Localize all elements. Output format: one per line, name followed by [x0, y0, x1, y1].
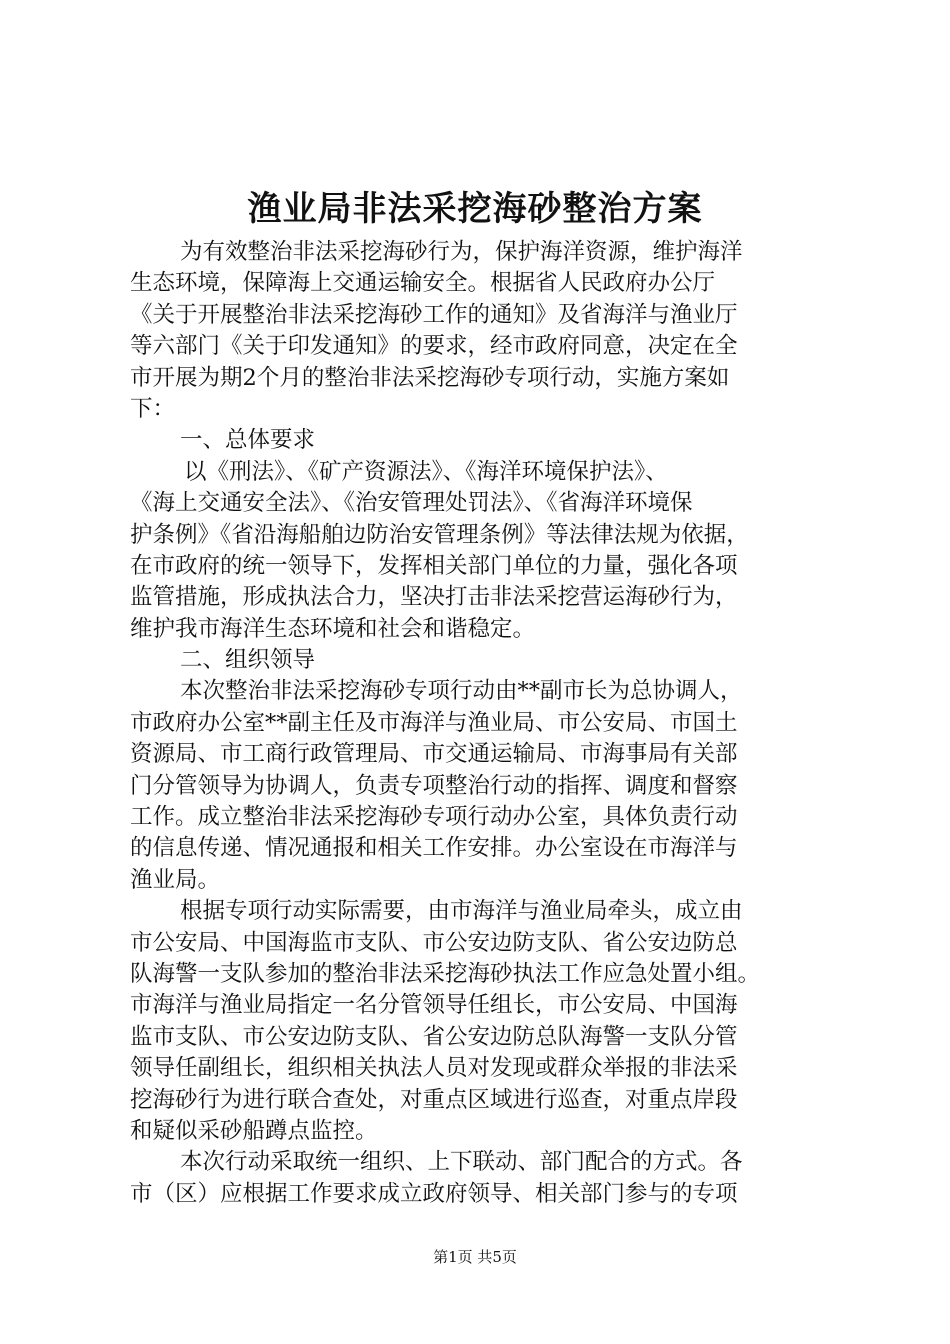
paragraph-line: 护条例》《省沿海船舶边防治安管理条例》等法律法规为依据，	[130, 521, 749, 548]
section-heading: 二、组织领导	[180, 647, 316, 674]
paragraph-line: 下：	[130, 395, 176, 422]
paragraph-line: 领导任副组长，组织相关执法人员对发现或群众举报的非法采	[130, 1055, 738, 1082]
paragraph-line: 市政府办公室**副主任及市海洋与渔业局、市公安局、市国土	[130, 709, 738, 736]
paragraph-line: 市海洋与渔业局指定一名分管领导任组长，市公安局、中国海	[130, 992, 738, 1019]
paragraph-line: 市开展为期2个月的整治非法采挖海砂专项行动，实施方案如	[130, 364, 730, 391]
paragraph-line: 监市支队、市公安边防支队、省公安边防总队海警一支队分管	[130, 1023, 738, 1050]
page-footer: 第1页 共5页	[433, 1248, 517, 1266]
paragraph-line: 的信息传递、情况通报和相关工作安排。办公室设在市海洋与	[130, 835, 738, 862]
paragraph-line: 《关于开展整治非法采挖海砂工作的通知》及省海洋与渔业厅	[130, 301, 738, 328]
paragraph-line: 工作。成立整治非法采挖海砂专项行动办公室，具体负责行动	[130, 804, 738, 831]
paragraph-line: 维护我市海洋生态环境和社会和谐稳定。	[130, 615, 536, 642]
paragraph-line: 本次整治非法采挖海砂专项行动由**副市长为总协调人，	[180, 678, 743, 705]
paragraph-line: 渔业局。	[130, 866, 221, 893]
document-body	[130, 237, 830, 1210]
paragraph-line: 在市政府的统一领导下，发挥相关部门单位的力量，强化各项	[130, 552, 738, 579]
paragraph-line: 等六部门《关于印发通知》的要求，经市政府同意，决定在全	[130, 333, 738, 360]
paragraph-line: 市公安局、中国海监市支队、市公安边防支队、省公安边防总	[130, 929, 738, 956]
paragraph-line: 和疑似采砂船蹲点监控。	[130, 1117, 378, 1144]
paragraph-line: 生态环境，保障海上交通运输安全。根据省人民政府办公厅	[130, 270, 716, 297]
paragraph-line: 挖海砂行为进行联合查处，对重点区域进行巡查，对重点岸段	[130, 1086, 738, 1113]
paragraph-line: 监管措施，形成执法合力，坚决打击非法采挖营运海砂行为，	[130, 584, 738, 611]
paragraph-line: 市（区）应根据工作要求成立政府领导、相关部门参与的专项	[130, 1180, 738, 1207]
paragraph-line: 门分管领导为协调人，负责专项整治行动的指挥、调度和督察	[130, 772, 738, 799]
paragraph-line: 队海警一支队参加的整治非法采挖海砂执法工作应急处置小组。	[130, 960, 761, 987]
paragraph-line: 根据专项行动实际需要，由市海洋与渔业局牵头，成立由	[180, 898, 743, 925]
paragraph-line: 本次行动采取统一组织、上下联动、部门配合的方式。各	[180, 1149, 743, 1176]
paragraph-line: 资源局、市工商行政管理局、市交通运输局、市海事局有关部	[130, 741, 738, 768]
paragraph-line: 以《刑法》、《矿产资源法》、《海洋环境保护法》、	[184, 458, 668, 485]
section-heading: 一、总体要求	[180, 427, 316, 454]
paragraph-line: 为有效整治非法采挖海砂行为，保护海洋资源，维护海洋	[180, 239, 743, 265]
paragraph-line: 《海上交通安全法》、《治安管理处罚法》、《省海洋环境保	[130, 490, 693, 517]
document-title: 渔业局非法采挖海砂整治方案	[247, 189, 703, 229]
